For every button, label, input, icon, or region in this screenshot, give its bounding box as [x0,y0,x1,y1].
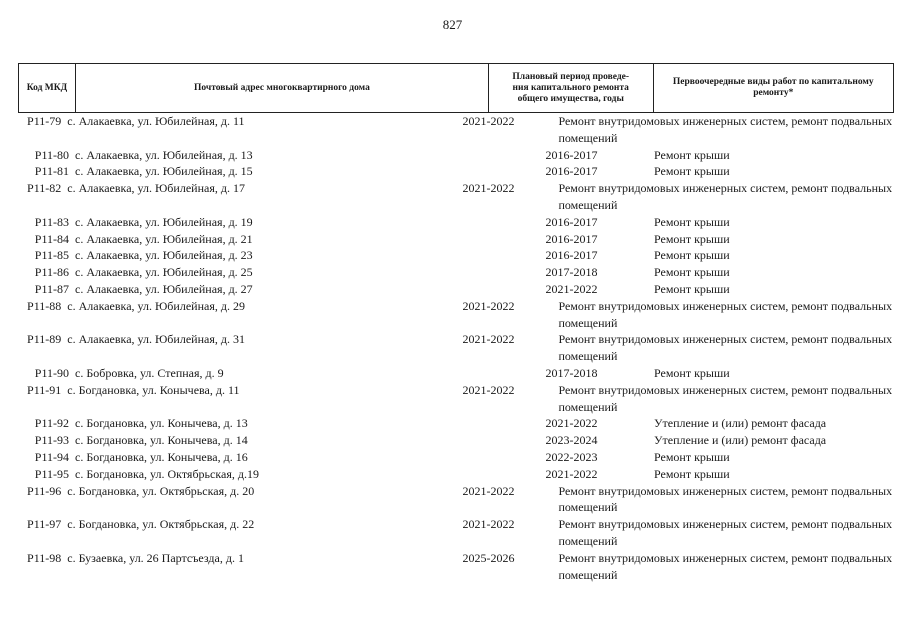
header-address: Почтовый адрес многоквартирного дома [76,64,489,112]
row-code: Р11-89 [27,332,62,347]
row-address: с. Богдановка, ул. Октябрьская, д.19 [75,466,259,481]
row-period: 2022-2023 [545,449,598,464]
row-code: Р11-97 [27,517,62,532]
row-address: с. Богдановка, ул. Конычева, д. 14 [75,433,248,448]
row-period: 2021-2022 [462,382,515,397]
row-works: Ремонт внутридомовых инженерных систем, ремонт подвальных помещений [558,181,893,212]
row-address: с. Алакаевка, ул. Юбилейная, д. 29 [67,298,245,313]
table-row [18,113,894,147]
table-row [18,231,894,248]
row-address: с. Алакаевка, ул. Юбилейная, д. 13 [75,147,253,162]
row-works: Утепление и (или) ремонт фасада [654,433,827,448]
row-period: 2017-2018 [545,365,598,380]
table-row [18,432,894,449]
table-row [18,147,894,164]
row-period: 2025-2026 [462,550,515,565]
table-row [18,415,894,432]
row-works: Ремонт крыши [654,164,730,179]
row-works: Ремонт крыши [654,265,730,280]
row-address: с. Алакаевка, ул. Юбилейная, д. 25 [75,265,253,280]
row-code: Р11-86 [34,265,69,280]
row-works: Ремонт внутридомовых инженерных систем, ремонт подвальных помещений [558,382,893,414]
row-period: 2021-2022 [462,181,515,196]
row-period: 2021-2022 [545,281,598,296]
row-works: Ремонт внутридомовых инженерных систем, ремонт подвальных помещений [558,517,893,548]
header-works-text: Первоочередные виды работ по капитальному ремонту* [672,77,874,98]
row-code: Р11-85 [34,248,69,263]
row-code: Р11-83 [34,214,69,229]
table-row [18,214,894,231]
header-works [654,64,893,112]
row-code: Р11-96 [27,483,62,498]
row-works: Ремонт крыши [654,147,730,162]
row-period: 2016-2017 [545,164,598,179]
table-row [18,382,894,416]
row-works: Ремонт крыши [654,214,730,229]
row-period: 2021-2022 [462,332,515,347]
row-address: с. Алакаевка, ул. Юбилейная, д. 15 [75,164,253,179]
table-row [18,516,894,550]
row-works: Ремонт крыши [654,365,730,380]
row-code: Р11-87 [34,281,69,296]
row-code: Р11-94 [34,449,69,464]
row-address: с. Алакаевка, ул. Юбилейная, д. 19 [75,214,253,229]
table-row [18,264,894,281]
row-works: Ремонт крыши [654,281,730,296]
row-address: с. Бузаевка, ул. 26 Партсъезда, д. 1 [67,550,244,565]
table-row [18,281,894,298]
page-number: 827 [442,17,463,32]
table-row [18,550,894,584]
row-code: Р11-88 [27,298,62,313]
row-address: с. Богдановка, ул. Конычева, д. 16 [75,449,248,464]
row-period: 2023-2024 [545,433,598,448]
row-code: Р11-95 [34,466,69,481]
row-period: 2016-2017 [545,231,598,246]
table-row [18,180,894,214]
table-row [18,365,894,382]
row-period: 2016-2017 [545,147,598,162]
row-works: Ремонт внутридомовых инженерных систем, ремонт подвальных помещений [558,332,893,364]
table-row [18,298,894,332]
table-body [18,113,894,583]
row-address: с. Алакаевка, ул. Юбилейная, д. 11 [67,114,245,128]
header-period [489,64,654,112]
row-code: Р11-91 [27,382,62,397]
row-code: Р11-81 [34,164,69,179]
row-address: с. Алакаевка, ул. Юбилейная, д. 27 [75,281,253,296]
row-address: с. Бобровка, ул. Степная, д. 9 [75,365,224,380]
row-code: Р11-84 [34,231,69,246]
table-row [18,466,894,483]
row-code: Р11-80 [34,147,69,162]
row-period: 2016-2017 [545,214,598,229]
row-address: с. Богдановка, ул. Октябрьская, д. 20 [67,483,255,498]
row-period: 2017-2018 [545,265,598,280]
row-address: с. Богдановка, ул. Октябрьская, д. 22 [67,517,255,532]
row-works: Ремонт крыши [654,466,730,481]
row-works: Ремонт крыши [654,248,730,263]
row-period: 2021-2022 [545,416,598,431]
table-row [18,449,894,466]
row-period: 2016-2017 [545,248,598,263]
row-period: 2021-2022 [462,517,515,532]
header-period-text: Плановый период проведе- ния капитального ремонта общего имущества, годы [512,71,630,104]
row-works: Ремонт внутридомовых инженерных систем, ремонт подвальных помещений [558,550,893,582]
row-code: Р11-79 [27,114,62,128]
row-period: 2021-2022 [462,298,515,313]
row-code: Р11-82 [27,181,62,196]
row-works: Ремонт крыши [654,449,730,464]
row-works: Ремонт внутридомовых инженерных систем, ремонт подвальных помещений [558,483,893,515]
row-code: Р11-92 [34,416,69,431]
row-works: Ремонт крыши [654,231,730,246]
row-address: с. Алакаевка, ул. Юбилейная, д. 21 [75,231,253,246]
row-works: Ремонт внутридомовых инженерных систем, ремонт подвальных помещений [558,298,893,330]
row-period: 2021-2022 [462,483,515,498]
row-address: с. Алакаевка, ул. Юбилейная, д. 23 [75,248,253,263]
row-works: Ремонт внутридомовых инженерных систем, ремонт подвальных помещений [558,114,893,145]
table-row [18,483,894,517]
row-address: с. Алакаевка, ул. Юбилейная, д. 31 [67,332,245,347]
row-period: 2021-2022 [462,114,515,128]
table-row [18,163,894,180]
row-code: Р11-98 [27,550,62,565]
table-row [18,247,894,264]
header-code: Код МКД [19,64,76,112]
row-address: с. Богдановка, ул. Конычева, д. 11 [67,382,240,397]
row-period: 2021-2022 [545,466,598,481]
row-address: с. Богдановка, ул. Конычева, д. 13 [75,416,248,431]
table-header [18,63,894,113]
row-works: Утепление и (или) ремонт фасада [654,416,827,431]
row-code: Р11-93 [34,433,69,448]
row-code: Р11-90 [34,365,69,380]
table-row [18,331,894,365]
row-address: с. Алакаевка, ул. Юбилейная, д. 17 [67,181,245,196]
